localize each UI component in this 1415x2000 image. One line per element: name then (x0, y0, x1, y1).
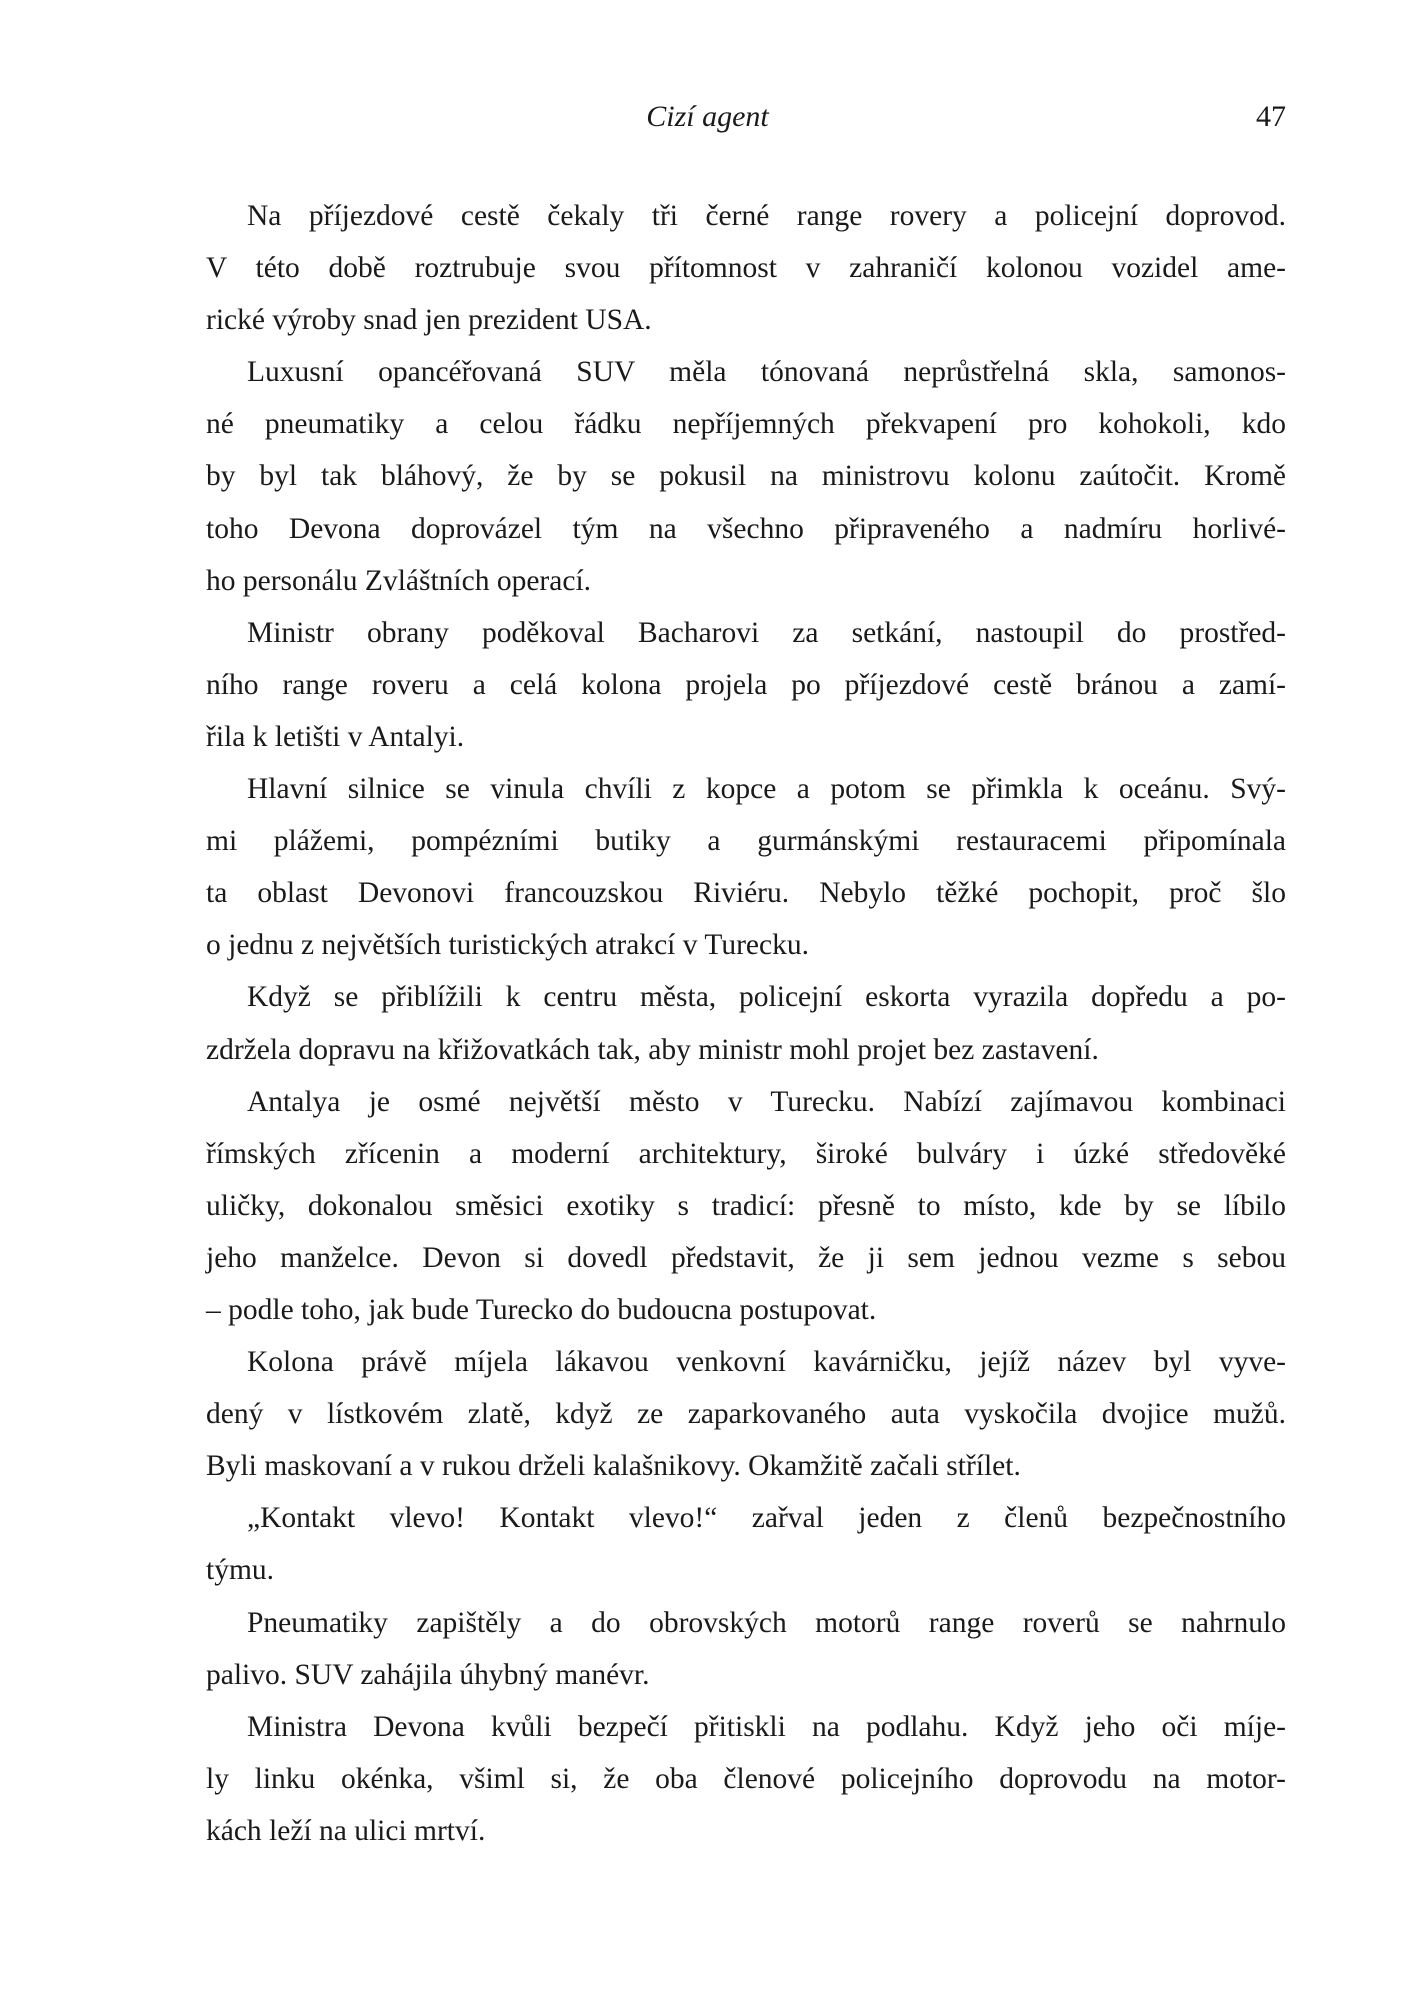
text-line: ly linku okénka, všiml si, že oba členové policejního doprovodu na motor- (206, 1762, 1286, 1795)
text-line: Byli maskovaní a v rukou drželi kalašnikovy. Okamžitě začali střílet. (206, 1450, 1021, 1483)
text-line: ního range roveru a celá kolona projela po příjezdové cestě bránou a zamí- (206, 668, 1286, 701)
paragraph (206, 1701, 1286, 1857)
paragraph (206, 346, 1286, 606)
text-line: rické výroby snad jen prezident USA. (206, 304, 652, 337)
text-line: zdržela dopravu na křižovatkách tak, aby ministr mohl projet bez zastavení. (206, 1033, 1099, 1066)
text-line: – podle toho, jak bude Turecko do budoucna postupovat. (206, 1293, 877, 1326)
paragraph (206, 607, 1286, 763)
text-line: toho Devona doprovázel tým na všechno připraveného a nadmíru horlivé- (206, 512, 1286, 545)
paragraph (206, 1597, 1286, 1701)
body-text (206, 190, 1286, 1857)
text-line: jeho manželce. Devon si dovedl představit, že ji sem jednou vezme s sebou (206, 1241, 1286, 1274)
text-line: ho personálu Zvláštních operací. (206, 564, 592, 597)
text-line: by byl tak bláhový, že by se pokusil na ministrovu kolonu zaútočit. Kromě (206, 460, 1286, 493)
paragraph (206, 763, 1286, 971)
text-line: Antalya je osmé největší město v Turecku. Nabízí zajímavou kombinaci (247, 1085, 1286, 1118)
page-number: 47 (1256, 100, 1286, 133)
text-line: V této době roztrubuje svou přítomnost v zahraničí kolonou vozidel ame- (206, 252, 1286, 285)
text-line: Ministr obrany poděkoval Bacharovi za setkání, nastoupil do prostřed- (247, 616, 1286, 649)
text-line: týmu. (206, 1554, 275, 1587)
paragraph (206, 190, 1286, 346)
text-line: řila k letišti v Antalyi. (206, 720, 465, 753)
text-line: kách leží na ulici mrtví. (206, 1814, 486, 1847)
text-line: Kolona právě míjela lákavou venkovní kavárničku, jejíž název byl vyve- (247, 1346, 1286, 1379)
text-line: uličky, dokonalou směsici exotiky s tradicí: přesně to místo, kde by se líbilo (206, 1189, 1286, 1222)
text-line: „Kontakt vlevo! Kontakt vlevo!“ zařval jeden z členů bezpečnostního (247, 1502, 1286, 1535)
paragraph (206, 1492, 1286, 1596)
text-line: Hlavní silnice se vinula chvíli z kopce a potom se přimkla k oceánu. Svý- (247, 773, 1286, 806)
text-line: Pneumatiky zapištěly a do obrovských motorů range roverů se nahrnulo (247, 1606, 1286, 1639)
text-line: Na příjezdové cestě čekaly tři černé range rovery a policejní doprovod. (247, 200, 1286, 232)
paragraph (206, 971, 1286, 1075)
paragraph (206, 1336, 1286, 1492)
text-line: palivo. SUV zahájila úhybný manévr. (206, 1658, 650, 1691)
text-line: Ministra Devona kvůli bezpečí přitiskli na podlahu. Když jeho oči míje- (247, 1710, 1286, 1743)
text-line: Luxusní opancéřovaná SUV měla tónovaná neprůstřelná skla, samonos- (247, 356, 1286, 389)
text-line: o jednu z největších turistických atrakcí v Turecku. (206, 929, 809, 962)
text-line: né pneumatiky a celou řádku nepříjemných překvapení pro kohokoli, kdo (206, 408, 1286, 441)
running-header-title: Cizí agent (646, 100, 769, 133)
text-line: mi plážemi, pompézními butiky a gurmánskými restauracemi připomínala (206, 825, 1286, 858)
text-line: Když se přiblížili k centru města, policejní eskorta vyrazila dopředu a po- (247, 981, 1286, 1014)
text-line: ta oblast Devonovi francouzskou Riviéru. Nebylo těžké pochopit, proč šlo (206, 877, 1286, 910)
text-line: dený v lístkovém zlatě, když ze zaparkovaného auta vyskočila dvojice mužů. (206, 1398, 1286, 1431)
text-line: římských zřícenin a moderní architektury, široké bulváry i úzké středověké (206, 1137, 1286, 1170)
paragraph (206, 1076, 1286, 1336)
